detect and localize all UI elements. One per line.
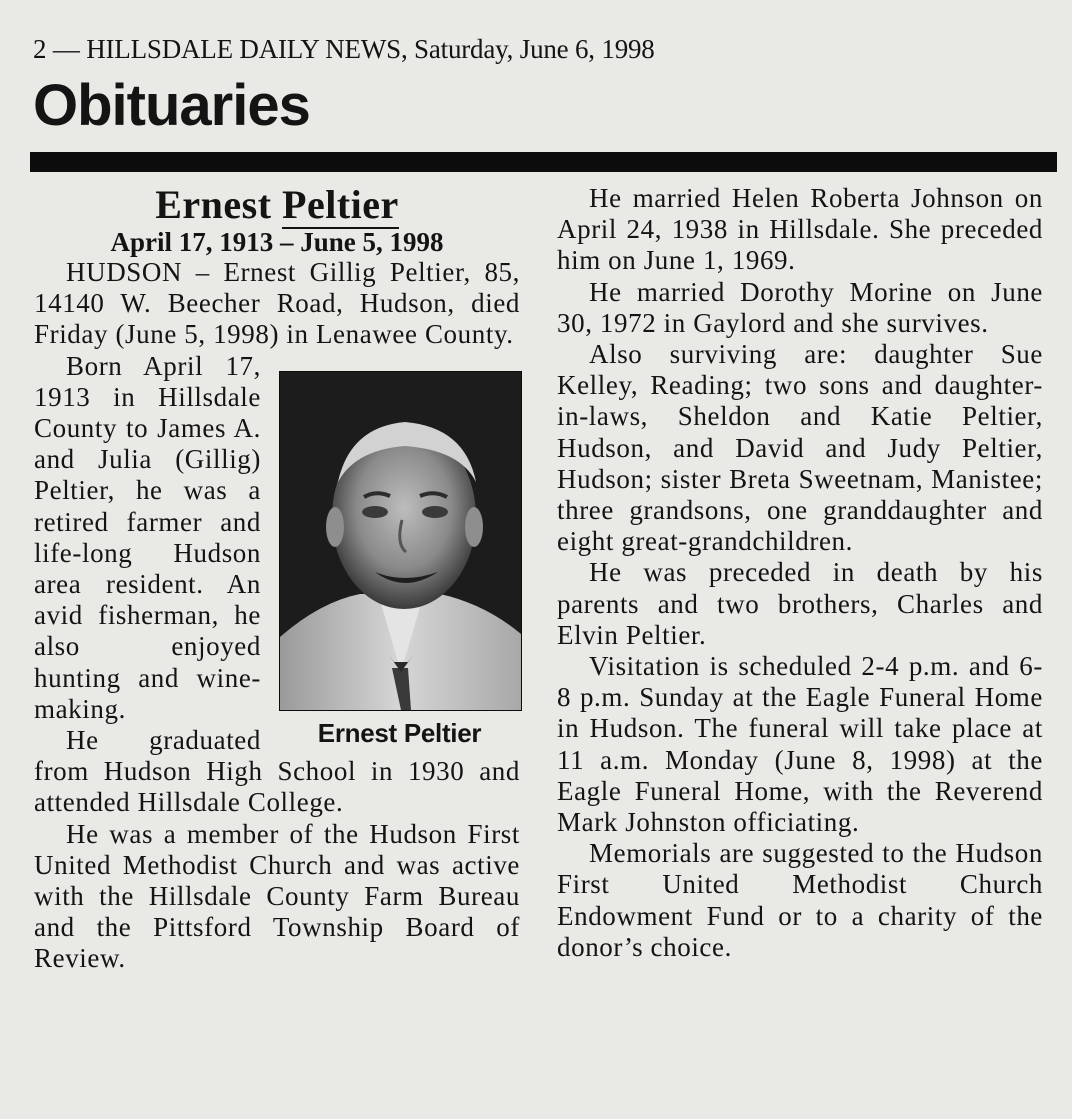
obituary-paragraph: He graduated from Hudson High School in 1930 and attended Hillsdale College. — [34, 725, 520, 818]
obituary-paragraph: He married Helen Roberta Johnson on April 24, 1938 in Hillsdale. She preceded him on June 1, 1969. — [557, 183, 1043, 276]
obituary-paragraph: Born April 17, 1913 in Hillsdale County to James A. and Julia (Gillig) Peltier, he was a retired farmer and life-long Hudson area resident. An avid fisherman, he also enjoyed hunting and wine-making. — [34, 350, 261, 724]
obituary-name — [34, 183, 520, 227]
obituary-paragraph: He was preceded in death by his parents and two brothers, Charles and Elvin Peltier. — [557, 557, 1043, 650]
obituary-paragraph: Visitation is scheduled 2-4 p.m. and 6-8 p.m. Sunday at the Eagle Funeral Home in Hudson. The funeral will take place at 11 a.m. Monday (June 8, 1998) at the Eagle Funeral Home, with the Reverend Mark Johnston officiating. — [557, 651, 1043, 838]
section-rule — [30, 152, 1057, 172]
photo-caption: Ernest Peltier — [317, 717, 482, 748]
obituary-left-column — [34, 183, 520, 975]
page-folio: 2 — HILLSDALE DAILY NEWS, Saturday, June 6, 1998 — [33, 34, 655, 64]
obituary-dates: April 17, 1913 – June 5, 1998 — [110, 227, 444, 257]
portrait-image — [280, 372, 521, 710]
obituary-paragraph: Memorials are suggested to the Hudson First United Methodist Church Endowment Fund or to a charity of the donor’s choice. — [557, 838, 1043, 962]
portrait-figure — [279, 371, 520, 749]
portrait-photo — [279, 371, 522, 711]
obituary-right-column — [557, 183, 1043, 963]
obituary-paragraph: HUDSON – Ernest Gillig Peltier, 85, 14140 W. Beecher Road, Hudson, died Friday (June 5, 1998) in Lenawee County. — [34, 257, 520, 350]
obituary-paragraph: He was a member of the Hudson First United Methodist Church and was active with the Hillsdale County Farm Bureau and the Pittsford Township Board of Review. — [34, 818, 520, 974]
section-title: Obituaries — [33, 73, 310, 138]
obituary-paragraph: Also surviving are: daughter Sue Kelley, Reading; two sons and daughter-in-laws, Sheldon and Katie Peltier, Hudson, and David and Judy Peltier, Hudson; sister Breta Sweetnam, Manistee; three grandsons, one granddaughter and eight great-grandchildren. — [557, 339, 1043, 557]
obituary-paragraph: He married Dorothy Morine on June 30, 1972 in Gaylord and she survives. — [557, 276, 1043, 338]
name-first: Ernest — [155, 182, 272, 227]
name-last: Peltier — [282, 182, 399, 227]
